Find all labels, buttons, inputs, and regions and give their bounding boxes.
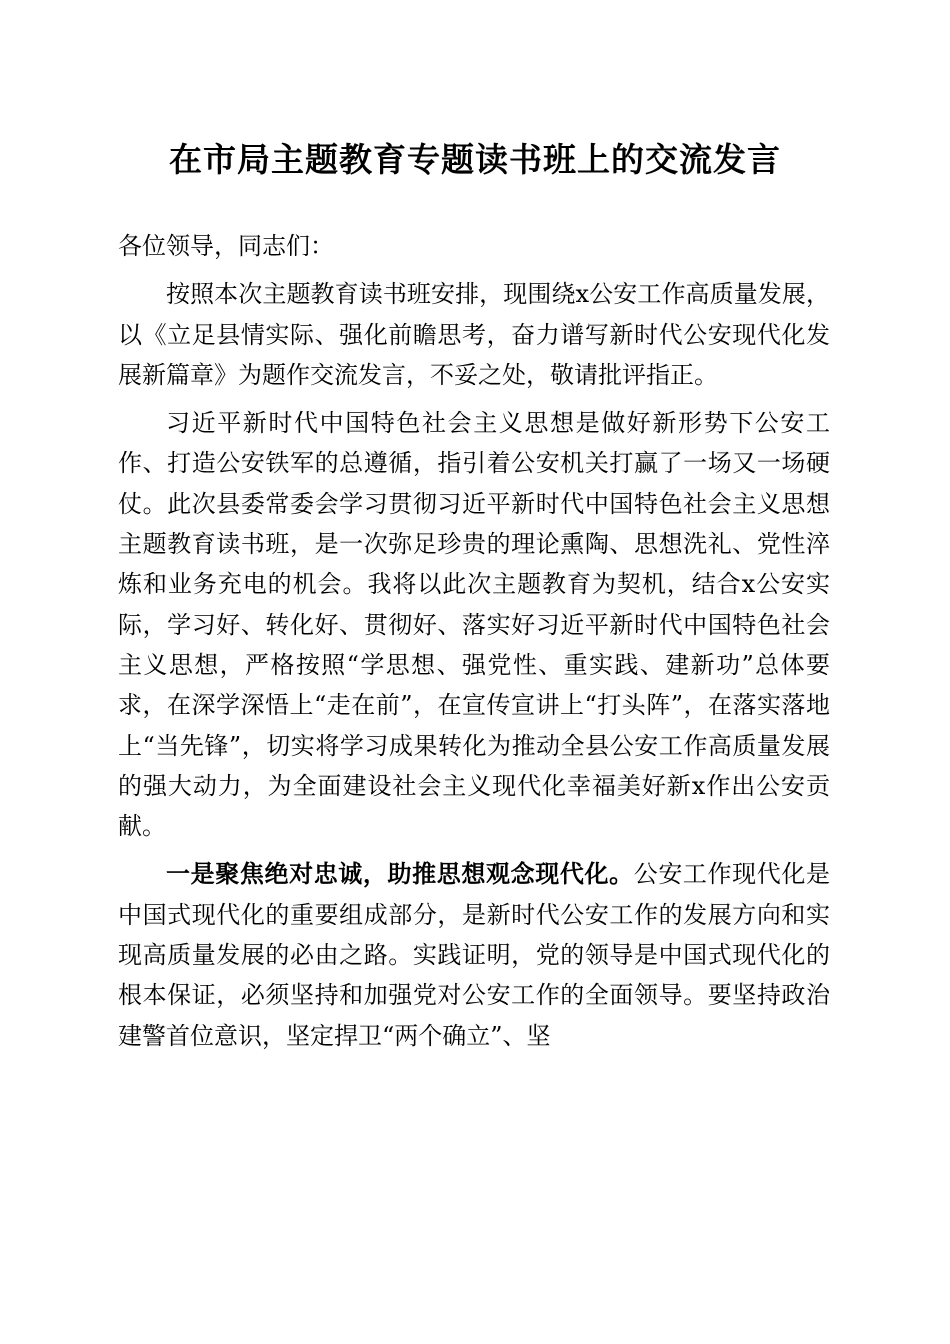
paragraph-point-one — [118, 854, 830, 1055]
paragraph-text: 公安工作现代化是中国式现代化的重要组成部分，是新时代公安工作的发展方向和实现高质量发展的必由之路。实践证明，党的领导是中国式现代化的根本保证，必须坚持和加强党对公安工作的全面领导。要坚持政治建警首位意识，坚定捍卫“两个确立”、坚 — [118, 860, 831, 1050]
document-body — [118, 226, 830, 1056]
paragraph-lead: 一是聚焦绝对忠诚，助推思想观念现代化。 — [166, 859, 634, 889]
document-title: 在市局主题教育专题读书班上的交流发言 — [169, 140, 781, 179]
paragraph-text: 按照本次主题教育读书班安排，现围绕x公安工作高质量发展，以《立足县情实际、强化前瞻思考，奋力谱写新时代公安现代化发展新篇章》为题作交流发言，不妥之处，敬请批评指正。 — [118, 280, 830, 389]
paragraph-text: 习近平新时代中国特色社会主义思想是做好新形势下公安工作、打造公安铁军的总遵循，指引着公安机关打赢了一场又一场硬仗。此次县委常委会学习贯彻习近平新时代中国特色社会主义思想主题教育读书班，是一次弥足珍贵的理论熏陶、思想洗礼、党性淬炼和业务充电的机会。我将以此次主题教育为契机，结合x公安实际，学习好、转化好、贯彻好、落实好习近平新时代中国特色社会主义思想，严格按照“学思想、强党性、重实践、建新功”总体要求，在深学深悟上“走在前”，在宣传宣讲上“打头阵”，在落实落地上“当先锋”，切实将学习成果转化为推动全县公安工作高质量发展的强大动力，为全面建设社会主义现代化幸福美好新x作出公安贡献。 — [118, 409, 830, 841]
paragraph-intro — [118, 274, 830, 395]
paragraph-guidance — [118, 403, 830, 846]
greeting: 各位领导，同志们： — [118, 232, 334, 260]
